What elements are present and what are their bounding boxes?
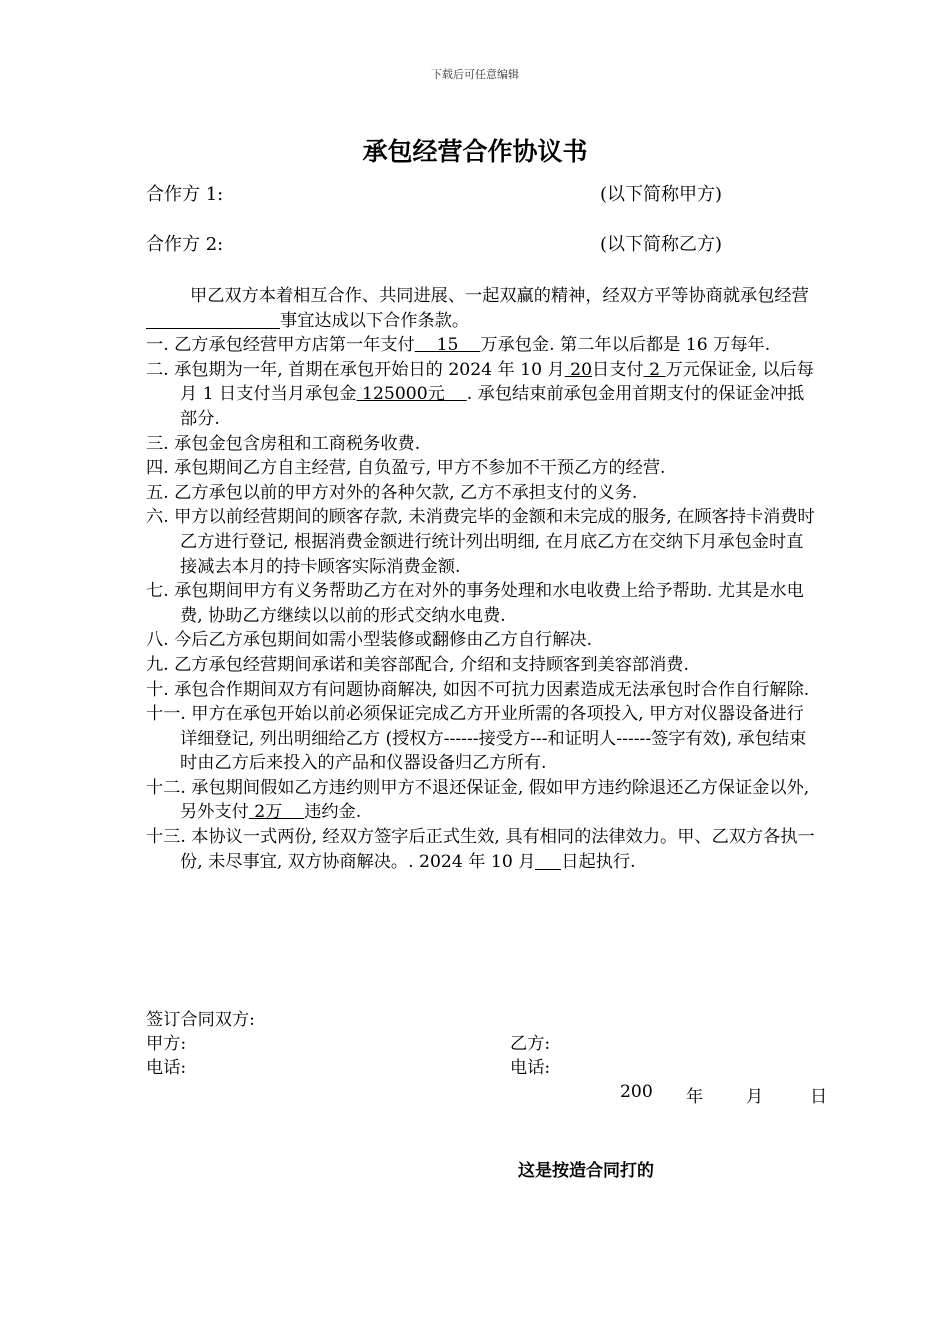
party-a-signature: 甲方: — [146, 1034, 187, 1054]
clause-7: 七. 承包期间甲方有义务帮助乙方在对外的事务处理和水电收费上给予帮助. 尤其是水电费, 协助乙方继续以以前的形式交纳水电费. — [146, 581, 804, 626]
clause-6: 六. 甲方以前经营期间的顾客存款, 未消费完毕的金额和未完成的服务, 在顾客持卡消费时乙方进行登记, 根据消费金额进行统计列出明细, 在月底乙方在交纳下月承包金时直接减去本月的持卡顾客实际消费金额. — [146, 507, 815, 577]
party-2-line — [146, 232, 826, 258]
footer-note: 这是按造合同打的 — [518, 1161, 654, 1181]
party-1-note: (以下简称甲方) — [600, 184, 723, 205]
clause-2: 二. 承包期为一年, 首期在承包开始日的 2024 年 10 月 20日支付 2 万元保证金, 以后每月 1 日支付当月承包金 125000元 . 承包结束前承包金用首期支付的保证金冲抵部分. — [146, 359, 814, 429]
party-b-phone: 电话: — [510, 1058, 551, 1078]
clause-4: 四. 承包期间乙方自主经营, 自负盈亏, 甲方不参加不干预乙方的经营. — [146, 458, 666, 479]
clause-12: 十二. 承包期间假如乙方违约则甲方不退还保证金, 假如甲方违约除退还乙方保证金以外, 另外支付 2万 违约金. — [146, 777, 810, 823]
contract-body — [146, 284, 816, 874]
party-1-line — [146, 182, 826, 208]
party-a-phone: 电话: — [146, 1058, 187, 1078]
intro-paragraph: 甲乙双方本着相互合作、共同进展、一起双赢的精神，经双方平等协商就承包经营事宜达成以下合作条款。 — [146, 284, 816, 333]
clause-1: 一. 乙方承包经营甲方店第一年支付 15 万承包金. 第二年以后都是 16 万每年. — [146, 335, 771, 356]
monthly-fee: 125000元 — [362, 384, 445, 405]
business-blank — [146, 310, 280, 329]
party-b-signature: 乙方: — [510, 1034, 551, 1054]
penalty-amount: 2万 — [254, 802, 283, 823]
clause-8: 八. 今后乙方承包期间如需小型装修或翻修由乙方自行解决. — [146, 630, 593, 651]
date-year: 200 — [620, 1082, 653, 1102]
date-year-unit: 年 — [686, 1087, 704, 1107]
party-1-label: 合作方 1: — [146, 184, 224, 205]
date-day-unit: 日 — [810, 1087, 828, 1107]
date-month-unit: 月 — [746, 1087, 764, 1107]
clause-9: 九. 乙方承包经营期间承诺和美容部配合, 介绍和支持顾客到美容部消费. — [146, 654, 689, 675]
deposit-amount: 2 — [649, 359, 661, 380]
clause-10: 十. 承包合作期间双方有问题协商解决, 如因不可抗力因素造成无法承包时合作自行解除. — [146, 679, 810, 700]
first-year-fee: 15 — [436, 335, 459, 356]
header-note: 下载后可任意编辑 — [431, 68, 519, 81]
party-2-note: (以下简称乙方) — [600, 234, 723, 255]
document-title: 承包经营合作协议书 — [362, 137, 588, 166]
clause-13: 十三. 本协议一式两份, 经双方签字后正式生效, 具有相同的法律效力。甲、乙双方各执一份, 未尽事宜, 双方协商解决。. 2024 年 10 月 日起执行. — [146, 827, 815, 872]
clause-11: 十一. 甲方在承包开始以前必须保证完成乙方开业所需的各项投入, 甲方对仪器设备进行详细登记, 列出明细给乙方 (授权方------接受方---和证明人------签字有效), 承包结束时由乙方后来投入的产品和仪器设备归乙方所有. — [146, 704, 807, 774]
clause-5: 五. 乙方承包以前的甲方对外的各种欠款, 乙方不承担支付的义务. — [146, 482, 638, 503]
party-2-label: 合作方 2: — [146, 234, 224, 255]
start-day-blank — [535, 851, 561, 870]
clause-3: 三. 承包金包含房租和工商税务收费. — [146, 433, 421, 454]
payment-day: 20 — [570, 359, 593, 380]
signing-heading: 签订合同双方: — [146, 1010, 255, 1030]
